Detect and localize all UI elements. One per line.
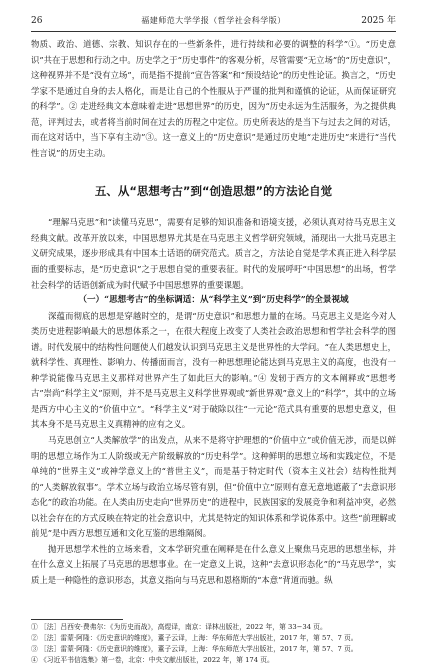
footnote: ④ 《习近平书信选集》第一卷，北京：中央文献出版社，2022 年，第 174 页。 — [31, 656, 274, 664]
footnote: ③ ［法］雷蒙·阿隆：《历史意识的维度》，董子云译，上海：华东师范大学出版社，2017 年，第 57、7 页。 — [31, 645, 358, 653]
subsection-heading: （一）“思想考古”的坐标调适：从“科学主义”到“历史科学”的全景视域 — [78, 295, 349, 306]
article-body — [31, 37, 396, 588]
footnote: ② ［法］雷蒙·阿隆：《历史意识的维度》，董子云译，上海：华东师范大学出版社，2017 年，第 57、7 页。 — [31, 634, 358, 642]
header-rule — [31, 31, 396, 32]
running-header — [31, 14, 396, 28]
journal-title: 福建师范大学学报（哲学社会科学版） — [141, 16, 286, 25]
body-paragraph: 抛开思想学术性的立场来看，文本学研究重在阐释是在什么意义上聚焦马克思的思想坐标，并在什么意义上拓展了马克思的思想事业。在一定意义上说，这种“去意识形态化”的“马克思学”，实质上是一种隐性的意识形态，其意义指向与马克思和恩格斯的“本意”背道而驰。纵 — [31, 543, 396, 585]
body-paragraph: 马克思创立“人类解放学”的出发点，从来不是将守护理想的“价值中立”或价值无涉，而是以鲜明的思想立场作为工人阶级或无产阶级解放的“历史科学”。这种鲜明的思想立场和实践定位，不是单纯的“世界主义”或神学意义上的“普世主义”，而是基于特定时代（资本主义社会）结构性批判的“人类解放叙事”。学术立场与政治立场尽管有别，但“价值中立”原则有意无意地遮蔽了“去意识形态化”的政治功能。在人类由历史走向“世界历史”的进程中，民族国家的发展竞争和利益冲突，必然以社会存在的方式反映在特定的社会意识中，尤其是特定的知识体系和学说体系中。这些“前理解或前见”是中西方思想互通和文化互鉴的思维隔阂。 — [31, 434, 396, 539]
publication-year: 2025 年 — [361, 16, 396, 26]
footnote-rule — [31, 619, 123, 620]
footnote: ① ［法］吕西安·费弗尔：《为历史而战》，高煜译，南京：译林出版社，2022 年，第 33−34 页。 — [31, 623, 327, 631]
section-heading: 五、从“思想考古”到“创造思想”的方法论自觉 — [94, 184, 333, 199]
page-number: 26 — [31, 16, 43, 26]
body-paragraph: 深蕴而彻底的思想是穿越时空的，是谓“历史意识”和思想力量的在场。马克思主义是迄今对人类历史进程影响最大的思想体系之一，在很大程度上改变了人类社会政治思想和哲学社会科学的图谱。时代发展中的结构性问题使人们越发认识到马克思主义是世界性的大学问。“在人类思想史上，就科学性、真理性、影响力、传播面而言，没有一种思想理论能达到马克思主义的高度，也没有一种学说能像马克思主义那样对世界产生了如此巨大的影响。”④ 发轫于西方的文本阐释或“思想考古”崇尚“科学主义”原则，并不是马克思主义科学世界观或“新世界观”意义上的“科学”，其中的立场是西方中心主义的“价值中立”。“科学主义”对于破除以往“一元论”范式具有重要的思想史意义，但其本身不是马克思主义真精神的应有之义。 — [31, 310, 396, 430]
body-paragraph: “理解马克思”和“读懂马克思”，需要有足够的知识准备和语境支援，必须认真对待马克思主义经典文献。改革开放以来，中国思想界尤其是在马克思主义哲学研究领域，涌现出一大批马克思主义研究成果，逐步形成具有中国本土话语的研究范式。质言之，方法论自觉是学术真正进入科学层面的重要标志，是“历史意识”之于思想自觉的重要表征。时代的发展呼吁“中国思想”的出场，哲学社会科学的话语创新成为时代赋予中国思想界的重要课题。 — [31, 217, 396, 290]
body-paragraph: 物质、政治、道德、宗教、知识存在的一些新条件，进行持续和必要的调整的科学”①。“历史意识”共在于思想和行动之中。历史学之于“历史事件”的客观分析，尽管需要“无立场”的“历史意识”，这种视界并不是“没有立场”，而是指不提前“宣告答案”和“预设结论”的历史性论证。换言之，“历史学家不是通过自身的去人格化，而是让自己的个性服从于严谨的批判和谨慎的论证，从而保证研究的科学”。② 走进经典文本意味着走进“思想世界”的历史，因为“历史永远为生活服务，为之提供典范，评判过去，或者将当前时间在过去的历程之中定位。历史所表达的是当下与过去之间的对话，而在这对话中，当下享有主动”③。这一意义上的“历史意识”是通过历史地“走进历史”来进行“当代性言说”的历史主动。 — [31, 39, 396, 158]
footnotes — [31, 622, 396, 666]
